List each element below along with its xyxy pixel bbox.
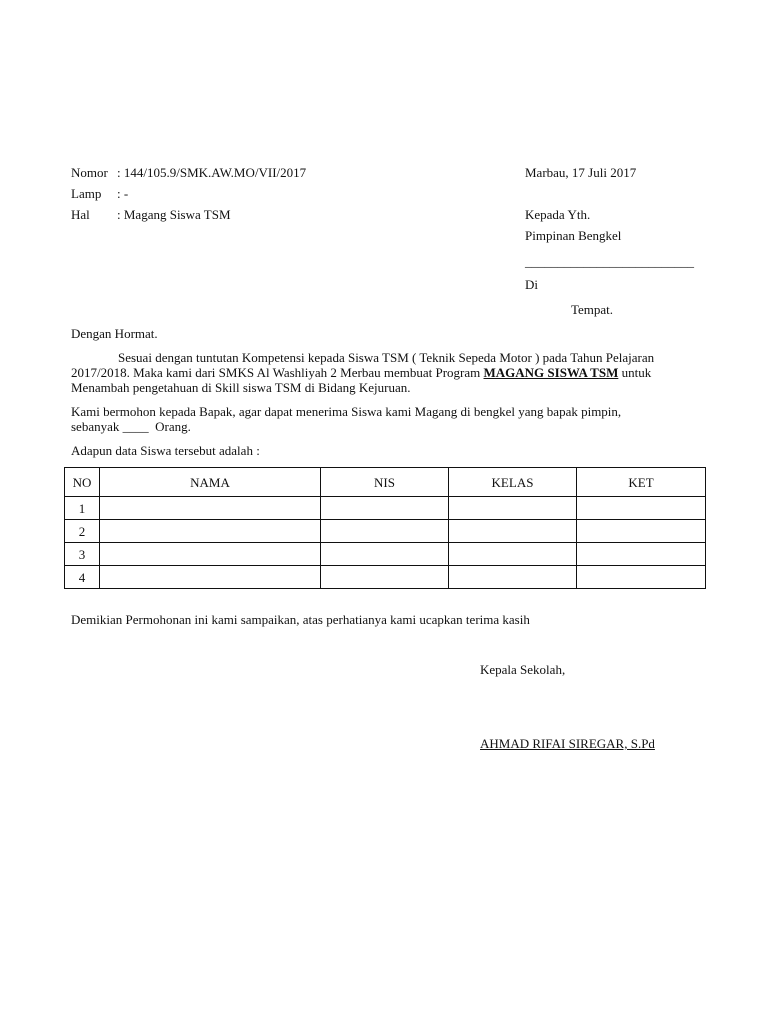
table-row <box>65 566 706 589</box>
paragraph-3: Adapun data Siswa tersebut adalah : <box>71 443 260 458</box>
paragraph-1-line-1: Sesuai dengan tuntutan Kompetensi kepada Siswa TSM ( Teknik Sepeda Motor ) pada Tahun Pelajaran <box>118 350 655 365</box>
table-cell-kelas <box>449 497 577 520</box>
column-header-no: NO <box>65 468 100 497</box>
recipient-di: Di <box>525 277 538 292</box>
table-cell-ket <box>577 520 706 543</box>
place-date: Marbau, 17 Juli 2017 <box>525 165 637 180</box>
paragraph-1-text-a: 2017/2018. Maka kami dari SMKS Al Washliyah 2 Merbau membuat Program <box>71 365 484 380</box>
column-header-kelas: KELAS <box>449 468 577 497</box>
signatory-title: Kepala Sekolah, <box>480 662 566 677</box>
lamp-value: : - <box>117 186 129 201</box>
table-cell-kelas <box>449 566 577 589</box>
table-cell-nama <box>100 543 321 566</box>
table-cell-nama <box>100 566 321 589</box>
table-cell-ket <box>577 497 706 520</box>
table-cell-no: 3 <box>65 543 100 566</box>
nomor-value: : 144/105.9/SMK.AW.MO/VII/2017 <box>117 165 307 180</box>
table-cell-nis <box>321 566 449 589</box>
table-row <box>65 543 706 566</box>
table-cell-nama <box>100 497 321 520</box>
table-cell-nis <box>321 543 449 566</box>
recipient-blank-line: __________________________ <box>525 254 694 269</box>
paragraph-1-line-3: Menambah pengetahuan di Skill siswa TSM di Bidang Kejuruan. <box>71 380 411 395</box>
signatory-name: AHMAD RIFAI SIREGAR, S.Pd <box>480 736 655 751</box>
table-cell-nama <box>100 520 321 543</box>
recipient-name: Pimpinan Bengkel <box>525 228 622 243</box>
program-highlight: MAGANG SISWA TSM <box>483 365 619 380</box>
paragraph-2-line-2: sebanyak ____ Orang. <box>71 419 191 434</box>
hal-value: : Magang Siswa TSM <box>117 207 231 222</box>
paragraph-2-line-1: Kami bermohon kepada Bapak, agar dapat menerima Siswa kami Magang di bengkel yang bapak pimpin, <box>71 404 622 419</box>
column-header-ket: KET <box>577 468 706 497</box>
table-cell-nis <box>321 520 449 543</box>
paragraph-1-text-b: untuk <box>618 365 652 380</box>
recipient-tempat: Tempat. <box>571 302 614 317</box>
table-cell-no: 4 <box>65 566 100 589</box>
closing-text: Demikian Permohonan ini kami sampaikan, atas perhatianya kami ucapkan terima kasih <box>71 612 530 627</box>
table-cell-ket <box>577 543 706 566</box>
column-header-nama: NAMA <box>100 468 321 497</box>
table-header-row <box>65 468 706 497</box>
recipient-greeting: Kepada Yth. <box>525 207 591 222</box>
column-header-nis: NIS <box>321 468 449 497</box>
nomor-label: Nomor <box>71 165 108 180</box>
table-cell-no: 2 <box>65 520 100 543</box>
student-table <box>64 467 706 589</box>
table-cell-kelas <box>449 543 577 566</box>
table-cell-no: 1 <box>65 497 100 520</box>
hal-label: Hal <box>71 207 90 222</box>
table-cell-ket <box>577 566 706 589</box>
lamp-label: Lamp <box>71 186 102 201</box>
greeting: Dengan Hormat. <box>71 326 158 341</box>
table-row <box>65 520 706 543</box>
paragraph-1-line-2 <box>71 365 651 380</box>
table-cell-kelas <box>449 520 577 543</box>
table-cell-nis <box>321 497 449 520</box>
table-row <box>65 497 706 520</box>
